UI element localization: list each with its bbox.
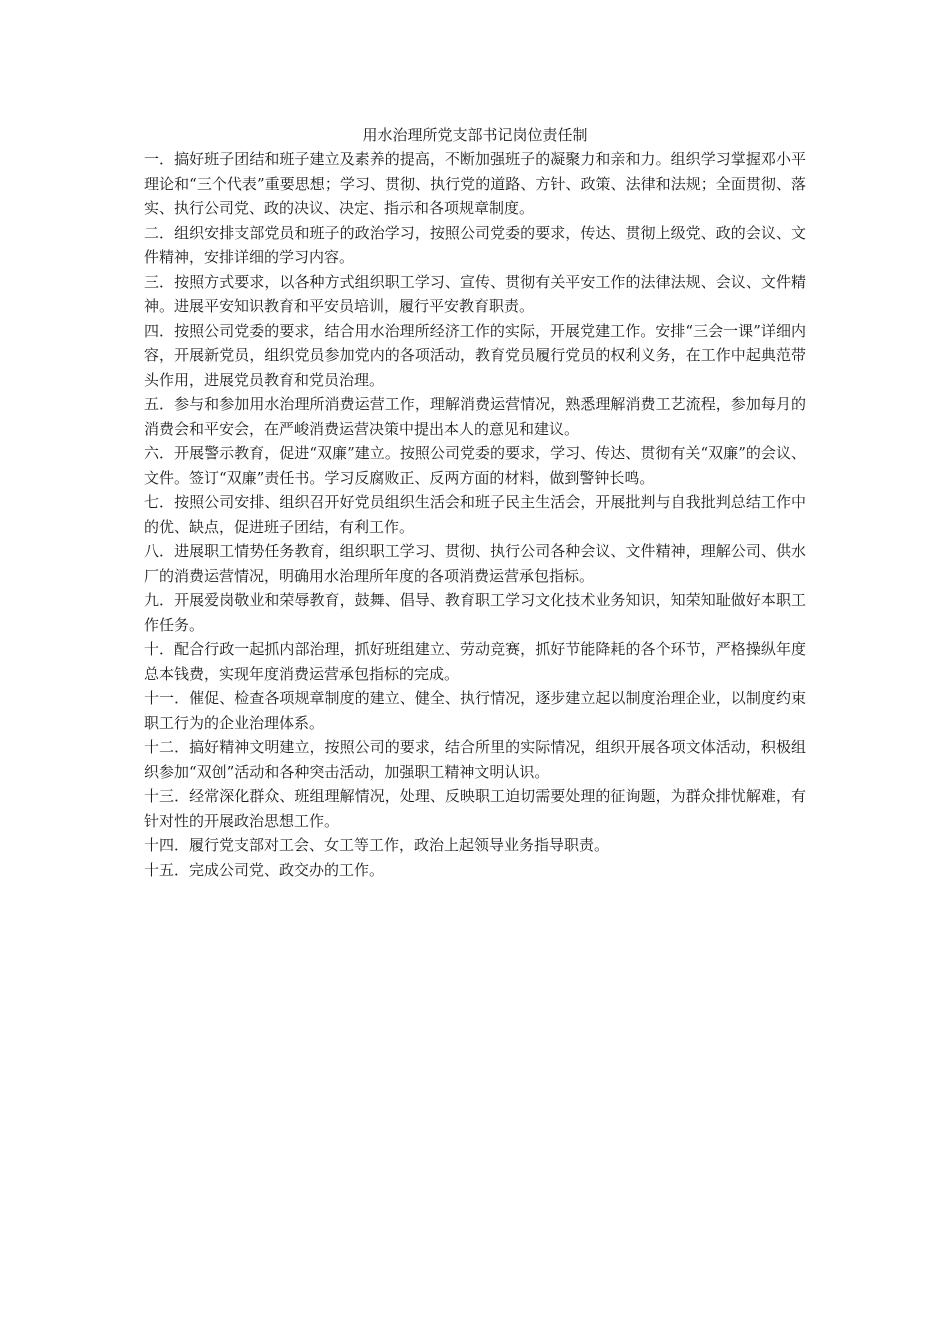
clause-10: 十．配合行政一起抓内部治理，抓好班组建立、劳动竞赛，抓好节能降耗的各个环节，严格操纵年度总本钱费，实现年度消费运营承包指标的完成。 [144, 640, 806, 683]
clause-1: 一．搞好班子团结和班子建立及素养的提高，不断加强班子的凝聚力和亲和力。组织学习掌握邓小平理论和“三个代表”重要思想；学习、贯彻、执行党的道路、方针、政策、法律和法规；全面贯彻、落实、执行公司党、政的决议、决定、指示和各项规章制度。 [144, 150, 806, 217]
clause-2: 二．组织安排支部党员和班子的政治学习，按照公司党委的要求，传达、贯彻上级党、政的会议、文件精神，安排详细的学习内容。 [144, 223, 806, 266]
document-page [144, 123, 806, 882]
clause-13: 十三．经常深化群众、班组理解情况，处理、反映职工迫切需要处理的征询题，为群众排忧解难，有针对性的开展政治思想工作。 [144, 787, 806, 830]
clause-11: 十一．催促、检查各项规章制度的建立、健全、执行情况，逐步建立起以制度治理企业，以制度约束职工行为的企业治理体系。 [144, 689, 806, 732]
clause-list [144, 147, 806, 882]
clause-4: 四．按照公司党委的要求，结合用水治理所经济工作的实际，开展党建工作。安排“三会一课”详细内容，开展新党员，组织党员参加党内的各项活动，教育党员履行党员的权利义务，在工作中起典范带头作用，进展党员教育和党员治理。 [144, 321, 806, 389]
clause-15: 十五．完成公司党、政交办的工作。 [144, 860, 385, 879]
clause-14: 十四．履行党支部对工会、女工等工作，政治上起领导业务指导职责。 [144, 836, 610, 854]
clause-8: 八．进展职工情势任务教育，组织职工学习、贯彻、执行公司各种会议、文件精神，理解公司、供水厂的消费运营情况，明确用水治理所年度的各项消费运营承包指标。 [144, 542, 806, 585]
clause-3: 三．按照方式要求，以各种方式组织职工学习、宣传、贯彻有关平安工作的法律法规、会议、文件精神。进展平安知识教育和平安员培训，履行平安教育职责。 [144, 272, 806, 315]
clause-5: 五．参与和参加用水治理所消费运营工作，理解消费运营情况，熟悉理解消费工艺流程，参加每月的消费会和平安会，在严峻消费运营决策中提出本人的意见和建议。 [144, 395, 806, 438]
clause-7: 七．按照公司安排、组织召开好党员组织生活会和班子民主生活会，开展批判与自我批判总结工作中的优、缺点，促进班子团结，有利工作。 [144, 493, 806, 536]
clause-12: 十二．搞好精神文明建立，按照公司的要求，结合所里的实际情况，组织开展各项文体活动，积极组织参加“双创”活动和各种突击活动，加强职工精神文明认识。 [144, 738, 806, 781]
document-title: 用水治理所党支部书记岗位责任制 [362, 126, 588, 144]
clause-9: 九．开展爱岗敬业和荣辱教育，鼓舞、倡导、教育职工学习文化技术业务知识，知荣知耻做好本职工作任务。 [144, 591, 806, 634]
clause-6: 六．开展警示教育，促进“双廉”建立。按照公司党委的要求，学习、传达、贯彻有关“双廉”的会议、文件。签订“双廉”责任书。学习反腐败正、反两方面的材料，做到警钟长鸣。 [144, 444, 806, 487]
